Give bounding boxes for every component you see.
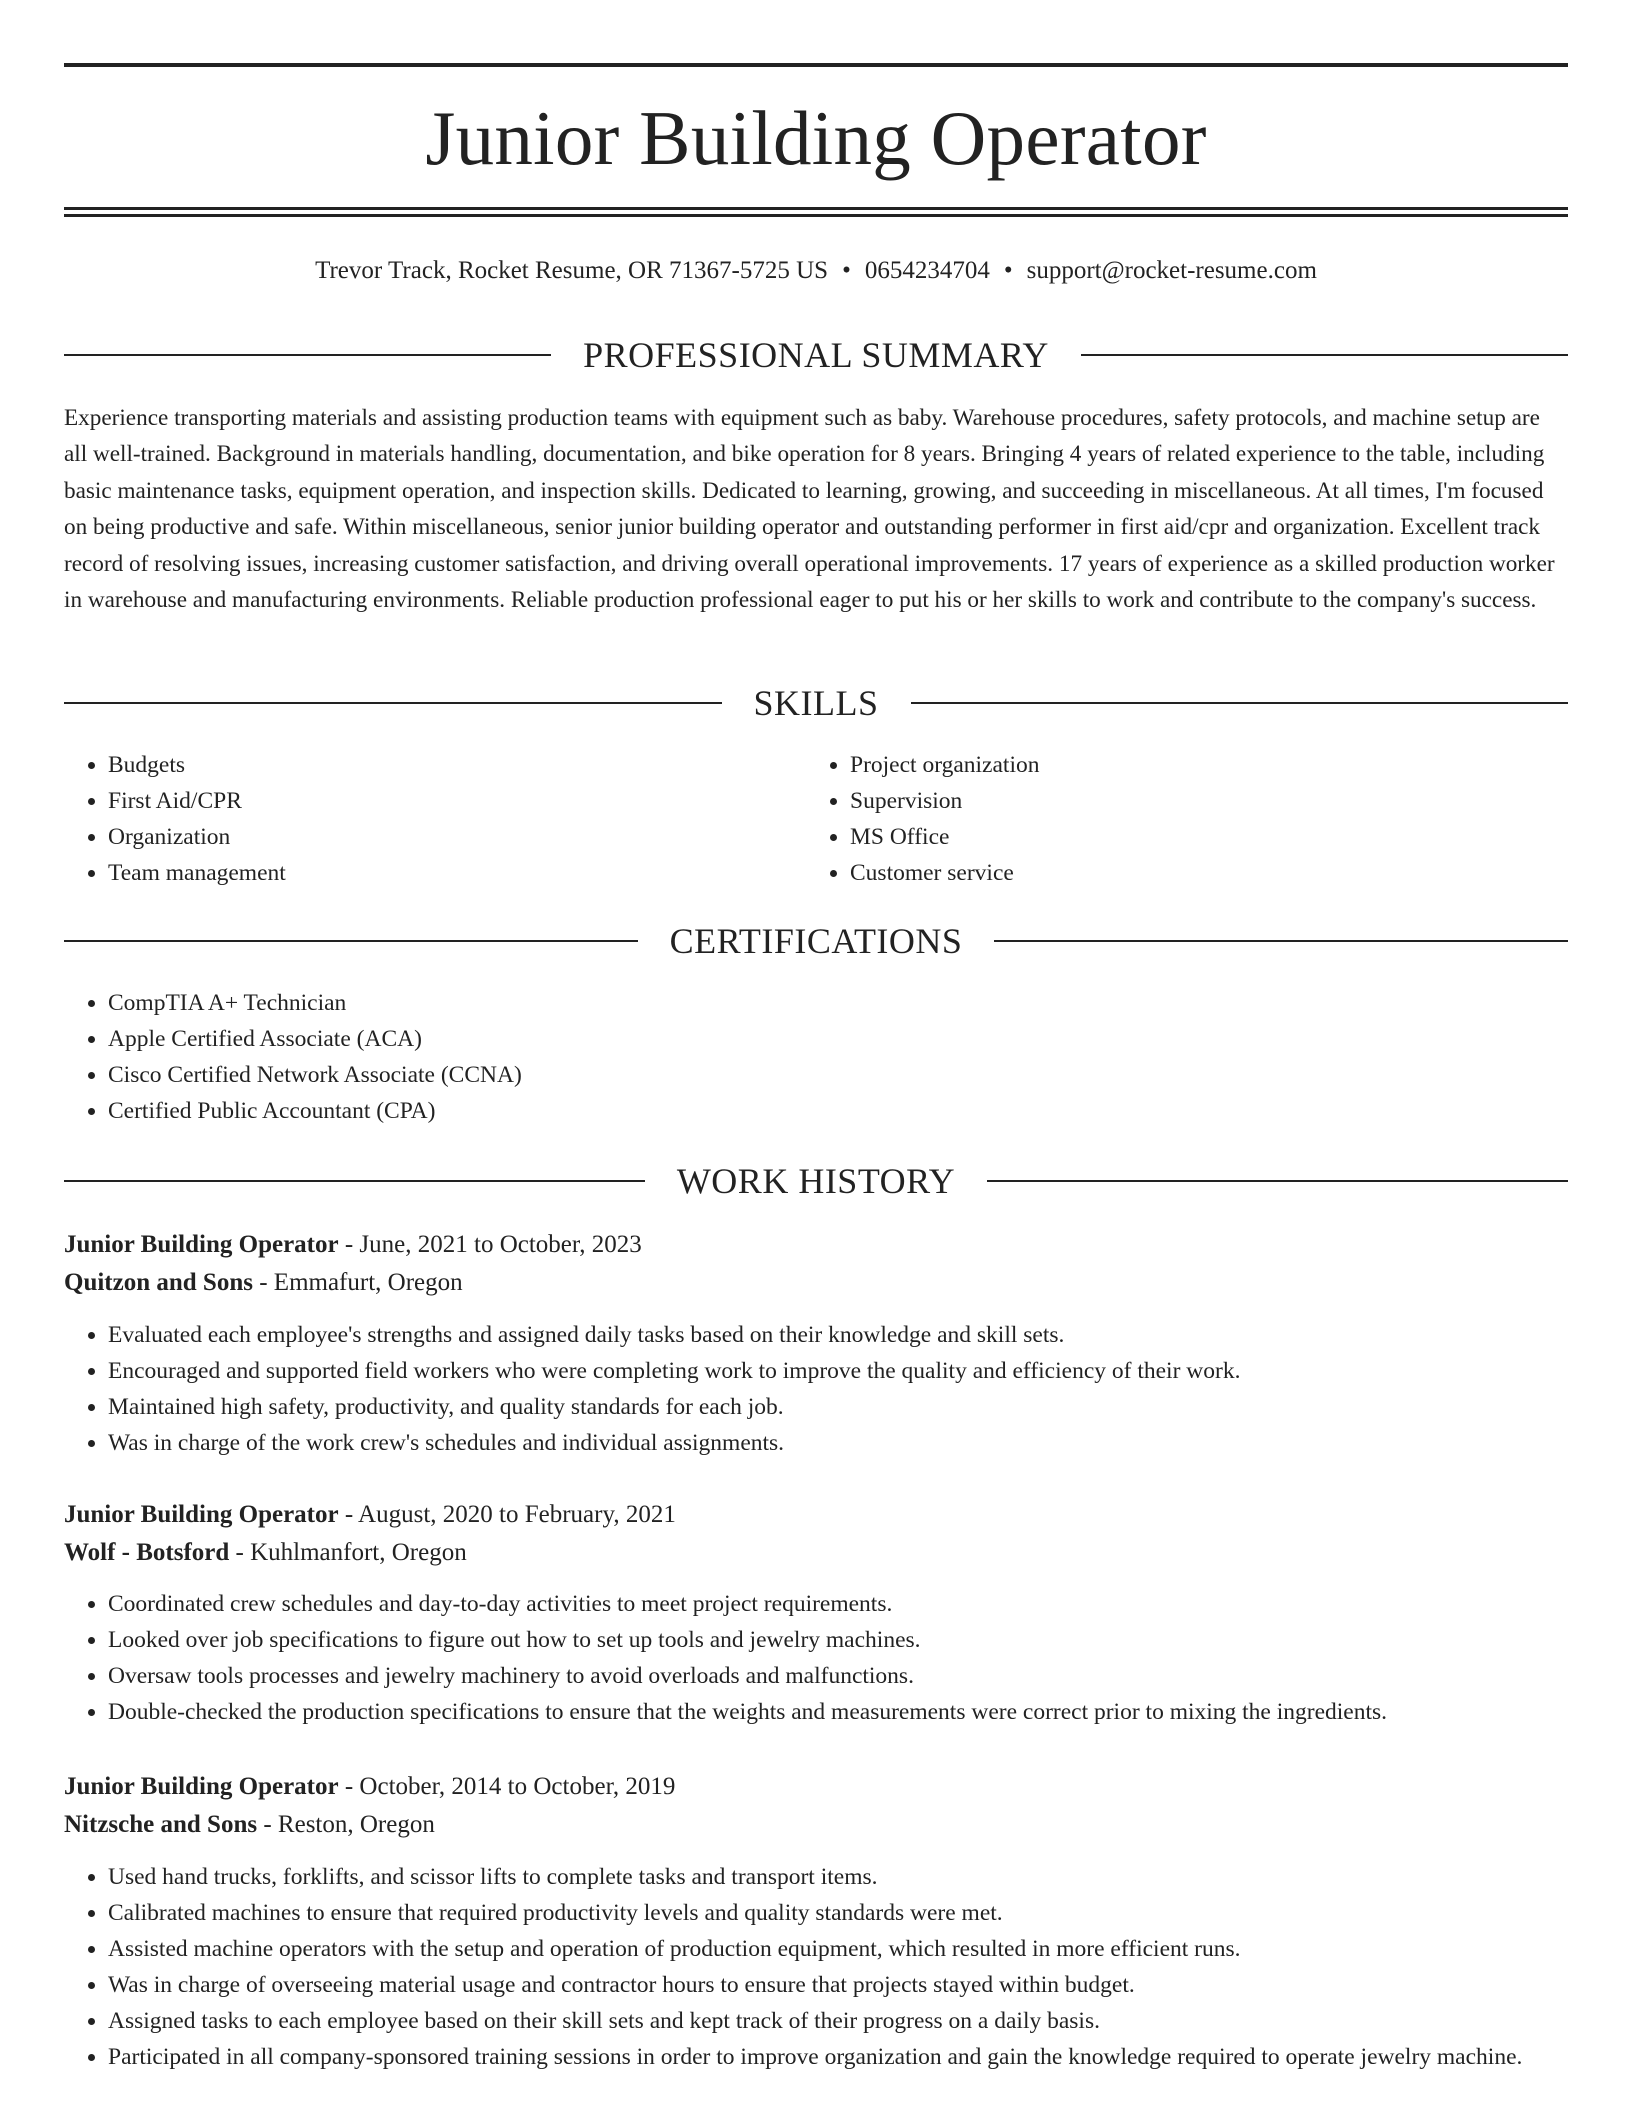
job-company-line: [64, 1264, 1568, 1302]
skill-item: • First Aid/CPR: [108, 783, 806, 819]
heading-rule: [994, 940, 1568, 942]
job-bullet: • Calibrated machines to ensure that required productivity levels and quality standards were met.: [108, 1895, 1568, 1931]
resume-title: Junior Building Operator: [425, 95, 1207, 181]
job-bullet: • Assisted machine operators with the setup and operation of production equipment, which resulted in more efficient runs.: [108, 1931, 1568, 1967]
job-bullet: • Participated in all company-sponsored training sessions in order to improve organization and gain the knowledge required to operate jewelry machine.: [108, 2039, 1568, 2075]
skill-item: • MS Office: [850, 819, 1548, 855]
job-dates: - June, 2021 to October, 2023: [338, 1231, 642, 1258]
job-bullets: [64, 1586, 1568, 1730]
job-bullet: • Double-checked the production specifications to ensure that the weights and measurements were correct prior to mixing the ingredients.: [108, 1694, 1568, 1730]
contact-separator: •: [842, 257, 851, 284]
heading-rule: [64, 940, 638, 942]
job-bullet: • Assigned tasks to each employee based on their skill sets and kept track of their progress on a daily basis.: [108, 2003, 1568, 2039]
job-bullets: [64, 1859, 1568, 2075]
job-bullet: • Was in charge of the work crew's schedules and individual assignments.: [108, 1425, 1568, 1461]
heading-rule: [1081, 354, 1568, 356]
skills-list: [64, 747, 1568, 891]
job-bullet: • Looked over job specifications to figure out how to set up tools and jewelry machines.: [108, 1622, 1568, 1658]
job-bullet: • Was in charge of overseeing material usage and contractor hours to ensure that projects stayed within budget.: [108, 1967, 1568, 2003]
certification-item: • Certified Public Accountant (CPA): [108, 1093, 1568, 1129]
job-title: Junior Building Operator: [64, 1773, 339, 1800]
heading-rule: [64, 702, 722, 704]
job-bullet: • Coordinated crew schedules and day-to-day activities to meet project requirements.: [108, 1586, 1568, 1622]
section-heading-summary: [64, 335, 1568, 375]
job-entry: [64, 1226, 1568, 1461]
certification-item: • CompTIA A+ Technician: [108, 985, 1568, 1021]
section-title: WORK HISTORY: [676, 1161, 956, 1201]
job-title-line: [64, 1496, 1568, 1534]
job-title: Junior Building Operator: [64, 1501, 339, 1528]
skill-item: • Organization: [108, 819, 806, 855]
job-bullet: • Encouraged and supported field workers who were completing work to improve the quality and efficiency of their work.: [108, 1353, 1568, 1389]
contact-address: Trevor Track, Rocket Resume, OR 71367-5725 US: [315, 257, 829, 284]
job-title: Junior Building Operator: [64, 1231, 339, 1258]
job-bullet: • Evaluated each employee's strengths and assigned daily tasks based on their knowledge and skill sets.: [108, 1317, 1568, 1353]
section-title: PROFESSIONAL SUMMARY: [583, 335, 1049, 375]
heading-rule: [64, 1180, 645, 1182]
section-title: SKILLS: [753, 683, 879, 723]
skill-item: • Project organization: [850, 747, 1548, 783]
job-entry: [64, 1768, 1568, 2075]
job-company: Nitzsche and Sons: [64, 1811, 258, 1838]
title-double-rule: [64, 207, 1568, 217]
heading-rule: [911, 702, 1569, 704]
section-title: CERTIFICATIONS: [669, 921, 963, 961]
certification-item: • Cisco Certified Network Associate (CCNA): [108, 1057, 1568, 1093]
top-rule: [64, 63, 1568, 67]
skill-item: • Team management: [108, 855, 806, 891]
section-heading-skills: [64, 683, 1568, 723]
heading-rule: [64, 354, 551, 356]
job-bullet: • Oversaw tools processes and jewelry machinery to avoid overloads and malfunctions.: [108, 1658, 1568, 1694]
summary-text: Experience transporting materials and assisting production teams with equipment such as baby. Warehouse procedures, safety protocols, and machine setup are all well-trained. Background in materials handling, documentation, and bike operation for 8 years. Bringing 4 years of related experience to the table, including basic maintenance tasks, equipment operation, and inspection skills. Dedicated to learning, growing, and succeeding in miscellaneous. At all times, I'm focused on being productive and safe. Within miscellaneous, senior junior building operator and outstanding performer in first aid/cpr and organization. Excellent track record of resolving issues, increasing customer satisfaction, and driving overall operational improvements. 17 years of experience as a skilled production worker in warehouse and manufacturing environments. Reliable production professional eager to put his or her skills to work and contribute to the company's success.: [64, 405, 1555, 614]
job-company-line: [64, 1534, 1568, 1572]
job-bullet: • Maintained high safety, productivity, and quality standards for each job.: [108, 1389, 1568, 1425]
job-company: Quitzon and Sons: [64, 1269, 253, 1296]
job-dates: - October, 2014 to October, 2019: [338, 1773, 676, 1800]
job-company: Wolf - Botsford: [64, 1539, 230, 1566]
section-heading-certifications: [64, 921, 1568, 961]
skills-column-left: [64, 747, 806, 891]
section-heading-work-history: [64, 1161, 1568, 1201]
job-dates: - August, 2020 to February, 2021: [338, 1501, 676, 1528]
certifications-list: [64, 985, 1568, 1129]
job-title-line: [64, 1768, 1568, 1806]
job-location: - Emmafurt, Oregon: [252, 1269, 463, 1296]
skill-item: • Customer service: [850, 855, 1548, 891]
job-location: - Kuhlmanfort, Oregon: [229, 1539, 467, 1566]
skills-column-right: [806, 747, 1548, 891]
contact-phone: 0654234704: [864, 257, 990, 284]
skill-item: • Budgets: [108, 747, 806, 783]
job-company-line: [64, 1806, 1568, 1844]
job-entry: [64, 1496, 1568, 1730]
job-bullet: • Used hand trucks, forklifts, and scissor lifts to complete tasks and transport items.: [108, 1859, 1568, 1895]
contact-email: support@rocket-resume.com: [1026, 257, 1317, 284]
contact-separator: •: [1003, 257, 1013, 284]
job-bullets: [64, 1317, 1568, 1461]
certification-item: • Apple Certified Associate (ACA): [108, 1021, 1568, 1057]
job-location: - Reston, Oregon: [257, 1811, 435, 1838]
job-title-line: [64, 1226, 1568, 1264]
heading-rule: [987, 1180, 1568, 1182]
skill-item: • Supervision: [850, 783, 1548, 819]
contact-line: [64, 255, 1568, 287]
